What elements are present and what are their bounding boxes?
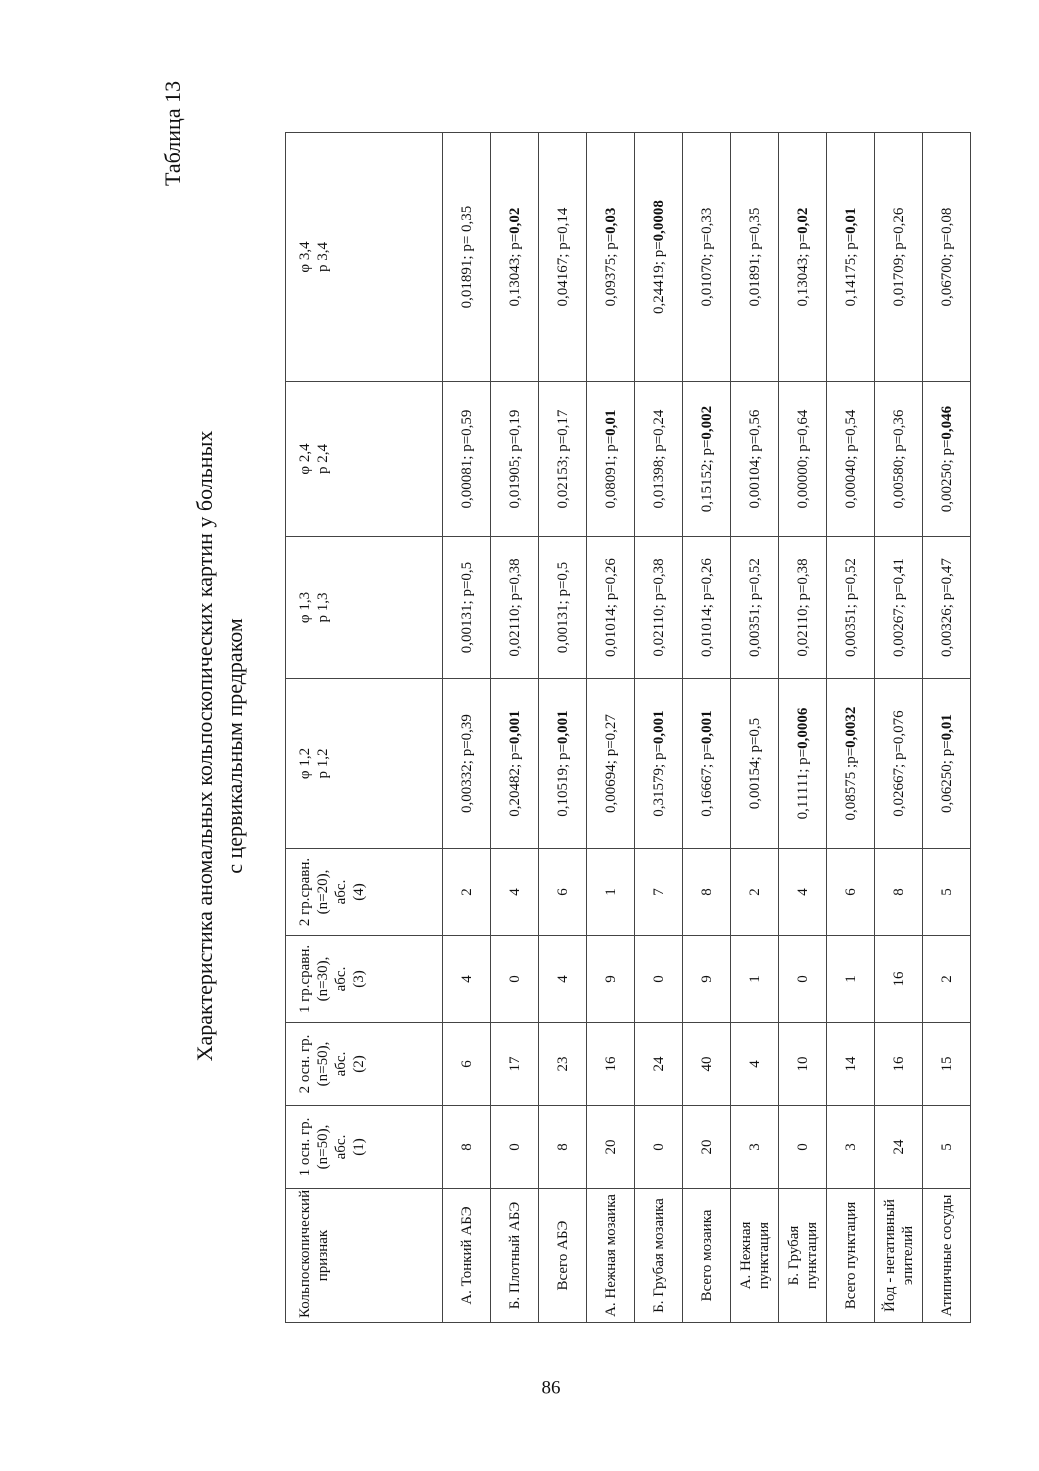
cell-s34: [875, 133, 923, 382]
cell-s24: [491, 382, 539, 537]
stat-value: 0,00326; р=0,47: [938, 558, 955, 657]
header-line: p 1,3: [315, 592, 331, 623]
column-header: [286, 849, 443, 936]
stat-value: 0,01891; р=0,35: [746, 207, 763, 307]
table-row: [443, 133, 491, 1323]
stat-value: 0,01070; р=0,33: [698, 207, 715, 307]
column-header: [286, 537, 443, 679]
significant-p-value: 0,046: [938, 405, 955, 440]
stat-value: 0,01905; р=0,19: [506, 409, 523, 509]
table-row: [875, 133, 923, 1323]
table-row: [587, 133, 635, 1323]
stat-value: 0,00250; р=: [938, 439, 955, 513]
cell-s12: [491, 679, 539, 849]
significant-p-value: 0,02: [506, 207, 523, 234]
header-line: Кольпоскопический: [297, 1189, 313, 1318]
header-line: φ 1,3: [297, 591, 313, 624]
stat-value: 0,16667; р=: [698, 744, 715, 817]
header-line: p 3,4: [315, 242, 331, 272]
row-label: А. Тонкий АБЭ: [443, 1189, 491, 1323]
stat-value: 0,00332; р=0,39: [458, 714, 475, 813]
row-label: Б. Грубая мозаика: [635, 1189, 683, 1323]
cell-g2: 14: [827, 1023, 875, 1106]
stat-value: 0,02110; р=0,38: [650, 558, 667, 657]
cell-s24: [923, 382, 971, 537]
stat-value: 0,01014; р=0,26: [602, 558, 619, 657]
cell-g4: 2: [731, 849, 779, 936]
header-line: признак: [315, 1229, 331, 1282]
stat-value: 0,00131; р=0,5: [554, 561, 571, 654]
column-header: [286, 1023, 443, 1106]
cell-g3: 9: [587, 936, 635, 1023]
cell-s24: [875, 382, 923, 537]
cell-s12: [635, 679, 683, 849]
cell-s34: [635, 133, 683, 382]
row-label: Б. Плотный АБЭ: [491, 1189, 539, 1323]
stat-value: 0,00081; р=0,59: [458, 409, 475, 509]
significant-p-value: 0,01: [602, 409, 619, 436]
significant-p-value: 0,001: [506, 710, 523, 745]
cell-g2: 10: [779, 1023, 827, 1106]
table-row: [923, 133, 971, 1323]
cell-s13: [443, 537, 491, 679]
header-line: p 2,4: [315, 444, 331, 474]
header-line: абс.: [333, 879, 349, 905]
significant-p-value: 0,001: [698, 710, 715, 745]
cell-g3: 4: [443, 936, 491, 1023]
significant-p-value: 0,001: [650, 710, 667, 745]
cell-g4: 5: [923, 849, 971, 936]
cell-g2: 17: [491, 1023, 539, 1106]
cell-s34: [587, 133, 635, 382]
stat-value: 0,20482; р=: [506, 744, 523, 817]
cell-s34: [779, 133, 827, 382]
stat-value: 0,01014; р=0,26: [698, 558, 715, 657]
stat-value: 0,04167; р=0,14: [554, 207, 571, 307]
cell-s34: [683, 133, 731, 382]
cell-g1: 0: [635, 1106, 683, 1189]
cell-g2: 6: [443, 1023, 491, 1106]
stat-value: 0,02153; р=0,17: [554, 409, 571, 509]
cell-g4: 4: [779, 849, 827, 936]
stat-value: 0,10519; р=: [554, 744, 571, 817]
cell-s12: [827, 679, 875, 849]
column-header: [286, 1106, 443, 1189]
significant-p-value: 0,0006: [794, 707, 811, 749]
stat-value: 0,00154; р=0,5: [746, 717, 763, 810]
cell-g1: 0: [491, 1106, 539, 1189]
cell-g1: 24: [875, 1106, 923, 1189]
header-line: 2 гр.сравн.: [297, 857, 313, 927]
cell-g3: 9: [683, 936, 731, 1023]
table-row: [779, 133, 827, 1323]
cell-s13: [827, 537, 875, 679]
stat-value: 0,09375; р=: [602, 233, 619, 307]
stat-value: 0,13043; р=: [794, 233, 811, 307]
cell-s13: [539, 537, 587, 679]
stat-value: 0,01891; р= 0,35: [458, 205, 475, 309]
cell-g2: 15: [923, 1023, 971, 1106]
row-label: Б. Грубая пунктация: [779, 1189, 827, 1323]
cell-g2: 16: [587, 1023, 635, 1106]
cell-g3: 4: [539, 936, 587, 1023]
significant-p-value: 0,02: [794, 207, 811, 234]
data-table: [285, 132, 971, 1323]
table-caption: Таблица 13: [160, 80, 185, 186]
stat-value: 0,11111; р=: [794, 748, 811, 820]
table-row: [827, 133, 875, 1323]
cell-s13: [491, 537, 539, 679]
header-line: 1 осн. гр.: [297, 1117, 313, 1177]
significant-p-value: 0,0008: [650, 200, 667, 242]
row-label: А. Нежная пунктация: [731, 1189, 779, 1323]
cell-s13: [587, 537, 635, 679]
stat-value: 0,00351; р=0,52: [746, 558, 763, 657]
column-header: [286, 679, 443, 849]
cell-s12: [539, 679, 587, 849]
cell-g2: 24: [635, 1023, 683, 1106]
table-body: [443, 133, 971, 1323]
cell-s34: [491, 133, 539, 382]
cell-s12: [923, 679, 971, 849]
header-line: φ 1,2: [297, 747, 313, 780]
column-header: [286, 1189, 443, 1323]
cell-g1: 8: [443, 1106, 491, 1189]
cell-s12: [875, 679, 923, 849]
stat-value: 0,06250; р=: [938, 740, 955, 813]
cell-g4: 6: [827, 849, 875, 936]
cell-s12: [587, 679, 635, 849]
cell-g3: 2: [923, 936, 971, 1023]
cell-s13: [683, 537, 731, 679]
stat-value: 0,31579; р=: [650, 744, 667, 817]
stat-value: 0,01709; р=0,26: [890, 207, 907, 307]
stat-value: 0,08091; р=: [602, 435, 619, 509]
column-header: [286, 133, 443, 382]
cell-s24: [827, 382, 875, 537]
table-row: [539, 133, 587, 1323]
significant-p-value: 0,03: [602, 207, 619, 234]
significant-p-value: 0,002: [698, 405, 715, 440]
cell-g1: 20: [683, 1106, 731, 1189]
cell-g3: 16: [875, 936, 923, 1023]
stat-value: 0,24419; р=: [650, 241, 667, 314]
header-line: (n=50),: [315, 1041, 331, 1087]
table-header: [286, 133, 443, 1323]
header-line: p 1,2: [315, 748, 331, 779]
header-line: 2 осн. гр.: [297, 1034, 313, 1094]
header-line: 1 гр.сравн.: [297, 944, 313, 1014]
header-line: (1): [351, 1138, 367, 1156]
header-line: (n=30),: [315, 956, 331, 1002]
cell-g4: 7: [635, 849, 683, 936]
header-line: (4): [351, 883, 367, 901]
table-title-line1: Характеристика аномальных кольпоскопических картин у больных: [192, 430, 217, 1062]
cell-g1: 3: [827, 1106, 875, 1189]
header-line: (n=20),: [315, 869, 331, 915]
cell-g2: 23: [539, 1023, 587, 1106]
row-label: Всего мозаика: [683, 1189, 731, 1323]
cell-s34: [539, 133, 587, 382]
cell-g4: 1: [587, 849, 635, 936]
header-line: (n=50),: [315, 1124, 331, 1170]
stat-value: 0,15152; р=: [698, 439, 715, 513]
cell-s24: [779, 382, 827, 537]
header-line: φ 2,4: [297, 443, 313, 475]
cell-g2: 40: [683, 1023, 731, 1106]
table-row: [731, 133, 779, 1323]
stat-value: 0,00267; р=0,41: [890, 558, 907, 657]
row-label: А. Нежная мозаика: [587, 1189, 635, 1323]
table-row: [635, 133, 683, 1323]
stat-value: 0,13043; р=: [506, 233, 523, 307]
cell-g1: 0: [779, 1106, 827, 1189]
stat-value: 0,00580; р=0,36: [890, 409, 907, 509]
cell-g3: 0: [635, 936, 683, 1023]
cell-s12: [443, 679, 491, 849]
cell-g3: 1: [827, 936, 875, 1023]
stat-value: 0,00351; р=0,52: [842, 558, 859, 657]
cell-s12: [683, 679, 731, 849]
cell-s13: [779, 537, 827, 679]
cell-g3: 0: [491, 936, 539, 1023]
cell-s24: [731, 382, 779, 537]
header-line: абс.: [333, 1051, 349, 1077]
cell-g4: 4: [491, 849, 539, 936]
cell-g2: 16: [875, 1023, 923, 1106]
cell-s13: [731, 537, 779, 679]
stat-value: 0,02667; р=0,076: [890, 710, 907, 817]
cell-g4: 8: [875, 849, 923, 936]
cell-s34: [827, 133, 875, 382]
column-header: [286, 382, 443, 537]
stat-value: 0,14175; р=: [842, 233, 859, 307]
stat-value: 0,00104; р=0,56: [746, 409, 763, 509]
header-line: (3): [351, 970, 367, 988]
table-row: [491, 133, 539, 1323]
cell-g1: 5: [923, 1106, 971, 1189]
significant-p-value: 0,01: [938, 714, 955, 741]
stat-value: 0,02110; р=0,38: [506, 558, 523, 657]
significant-p-value: 0,01: [842, 207, 859, 234]
row-label: Йод - негативный эпителий: [875, 1189, 923, 1323]
stat-value: 0,00000; р=0,64: [794, 409, 811, 509]
cell-g4: 2: [443, 849, 491, 936]
stat-value: 0,00131; р=0,5: [458, 561, 475, 654]
cell-g1: 20: [587, 1106, 635, 1189]
cell-s34: [923, 133, 971, 382]
cell-g3: 1: [731, 936, 779, 1023]
cell-s24: [587, 382, 635, 537]
cell-g4: 8: [683, 849, 731, 936]
header-line: абс.: [333, 966, 349, 992]
stat-value: 0,00694; р=0,27: [602, 714, 619, 813]
stat-value: 0,01398; р=0,24: [650, 409, 667, 509]
row-label: Всего пунктация: [827, 1189, 875, 1323]
cell-s13: [923, 537, 971, 679]
cell-s12: [779, 679, 827, 849]
cell-s34: [443, 133, 491, 382]
significant-p-value: 0,0032: [842, 706, 859, 748]
stat-value: 0,08575 ;р=: [842, 747, 859, 821]
cell-s12: [731, 679, 779, 849]
cell-s13: [875, 537, 923, 679]
cell-g2: 4: [731, 1023, 779, 1106]
cell-s24: [683, 382, 731, 537]
cell-g4: 6: [539, 849, 587, 936]
stat-value: 0,02110; р=0,38: [794, 558, 811, 657]
header-line: абс.: [333, 1134, 349, 1160]
cell-g3: 0: [779, 936, 827, 1023]
cell-s24: [443, 382, 491, 537]
cell-s24: [539, 382, 587, 537]
cell-g1: 8: [539, 1106, 587, 1189]
table-title-line2: с цервикальным предраком: [222, 618, 247, 874]
header-row: [286, 133, 443, 1323]
column-header: [286, 936, 443, 1023]
stat-value: 0,06700; р=0,08: [938, 207, 955, 307]
row-label: Атипичные сосуды: [923, 1189, 971, 1323]
header-line: (2): [351, 1055, 367, 1073]
cell-s34: [731, 133, 779, 382]
header-line: φ 3,4: [297, 241, 313, 273]
cell-s24: [635, 382, 683, 537]
cell-s13: [635, 537, 683, 679]
stat-value: 0,00040; р=0,54: [842, 409, 859, 509]
cell-g1: 3: [731, 1106, 779, 1189]
table-row: [683, 133, 731, 1323]
row-label: Всего АБЭ: [539, 1189, 587, 1323]
significant-p-value: 0,001: [554, 710, 571, 745]
page-number: 86: [541, 1377, 561, 1399]
